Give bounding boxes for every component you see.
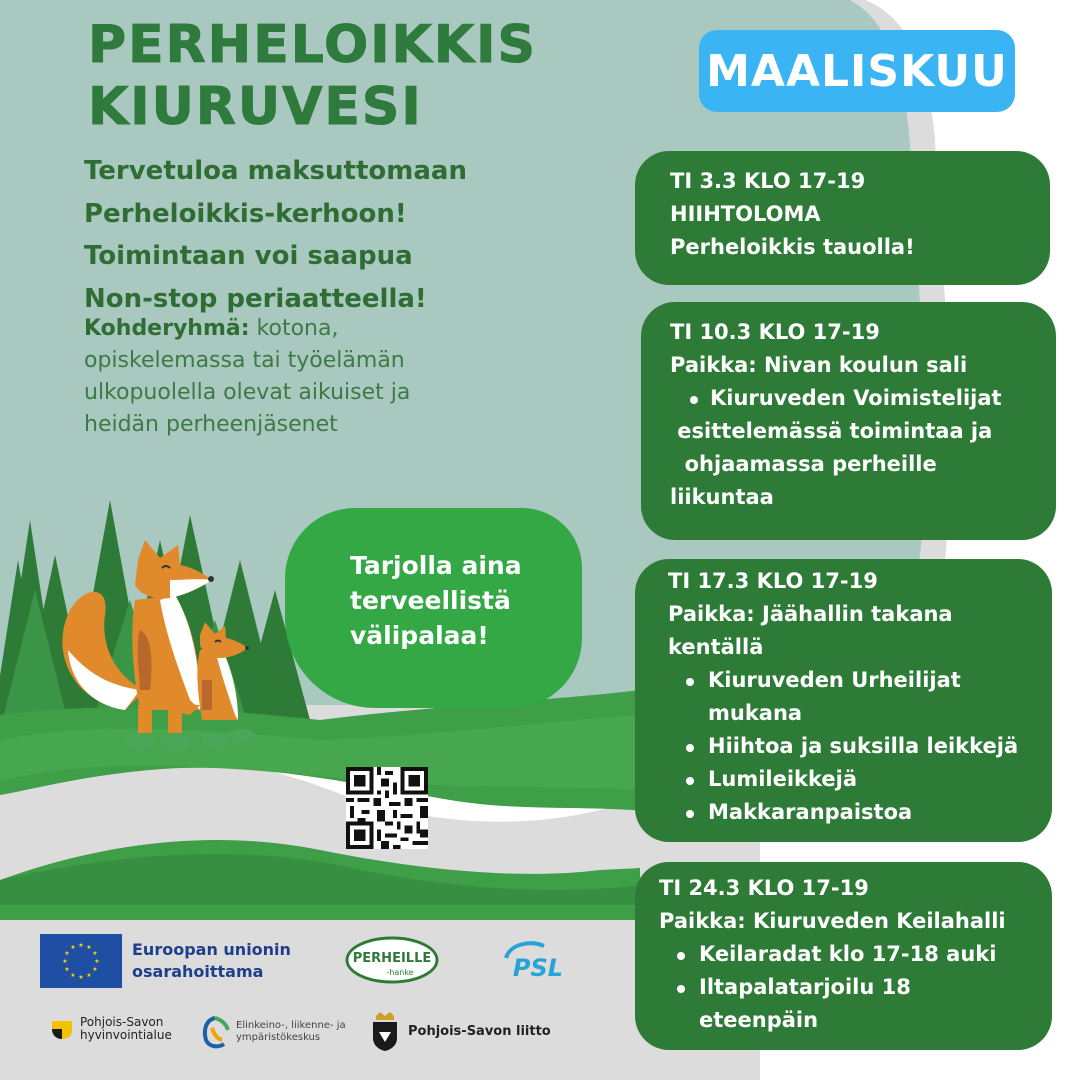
perheille-logo-sub: -hanke	[386, 968, 414, 977]
event-bullet-continuation: esittelemässä toimintaa ja	[670, 419, 993, 443]
qr-code[interactable]	[346, 767, 428, 849]
ph-logo-text	[80, 1016, 172, 1042]
target-group-label: Kohderyhmä:	[84, 316, 250, 341]
fox-illustration	[50, 540, 270, 760]
svg-text:★: ★	[70, 972, 76, 979]
event-bullet: Iltapalatarjoilu 18	[659, 971, 1052, 1004]
bubble-line: Tarjolla aina	[350, 551, 522, 580]
event-bullet: Kiuruveden Urheilijat	[668, 664, 1052, 697]
event-bullet-list	[659, 938, 1052, 1037]
ely-logo-line: Elinkeino-, liikenne- ja	[236, 1020, 346, 1031]
target-group-description: kotona, opiskelemassa tai työelämän ulkopuolella olevat aikuiset ja heidän perheenjäsenet	[84, 316, 411, 437]
month-badge: MAALISKUU	[699, 30, 1015, 112]
event-date: TI 3.3 KLO 17-19	[670, 169, 866, 193]
eu-flag-icon	[40, 934, 122, 988]
svg-text:★: ★	[62, 958, 68, 965]
pohjois-savon-liitto-logo	[370, 1010, 551, 1052]
ely-keskus-logo	[200, 1014, 346, 1050]
coat-of-arms-icon	[370, 1010, 400, 1052]
psl-logo-text: PSL	[512, 954, 564, 982]
svg-text:★: ★	[78, 974, 84, 981]
eu-logo-line: Euroopan unionin	[132, 940, 291, 959]
event-bullet-continuation: ohjaamassa perheille	[670, 452, 937, 476]
intro-line: Tervetuloa maksuttomaan	[84, 156, 467, 186]
ely-logo-icon	[200, 1014, 230, 1050]
eu-logo-line: osarahoittama	[132, 962, 264, 981]
bubble-line: välipalaa!	[350, 621, 489, 650]
svg-text:★: ★	[64, 950, 70, 957]
eu-logo	[40, 934, 291, 988]
intro-text	[84, 150, 504, 320]
page-title	[88, 14, 537, 138]
event-date: TI 24.3 KLO 17-19	[659, 876, 869, 900]
event-location: Paikka: Jäähallin takana	[668, 602, 953, 626]
title-line-2: KIURUVESI	[88, 77, 423, 137]
perheille-logo	[345, 935, 440, 985]
event-bullet-text: Kiuruveden Voimistelijat	[710, 386, 1002, 410]
svg-text:★: ★	[86, 944, 92, 951]
event-bullet: Keilaradat klo 17-18 auki	[659, 938, 1052, 971]
ely-logo-text	[236, 1020, 346, 1044]
event-location: Paikka: Nivan koulun sali	[670, 353, 968, 377]
event-card	[635, 559, 1052, 842]
ph-logo-line: Pohjois-Savon	[80, 1015, 164, 1029]
event-bullet-list	[668, 664, 1052, 829]
event-line: Perheloikkis tauolla!	[670, 235, 915, 259]
title-line-1: PERHELOIKKIS	[88, 15, 537, 75]
event-line: HIIHTOLOMA	[670, 202, 821, 226]
event-date: TI 17.3 KLO 17-19	[668, 569, 878, 593]
intro-line: Perheloikkis-kerhoon!	[84, 198, 407, 229]
target-group-text	[84, 313, 484, 441]
event-location: Paikka: Kiuruveden Keilahalli	[659, 909, 1006, 933]
event-card	[641, 302, 1056, 540]
event-location: kentällä	[668, 635, 764, 659]
eu-logo-text	[132, 939, 291, 983]
ely-logo-line: ympäristökeskus	[236, 1032, 321, 1043]
svg-text:★: ★	[86, 972, 92, 979]
event-bullet-continuation: liikuntaa	[670, 485, 774, 509]
ph-logo-line: hyvinvointialue	[80, 1028, 172, 1042]
svg-text:★: ★	[92, 966, 98, 973]
svg-text:★: ★	[94, 958, 100, 965]
event-date: TI 10.3 KLO 17-19	[670, 320, 880, 344]
pohjois-savon-hyvinvointialue-logo	[50, 1016, 172, 1042]
psl-logo	[500, 938, 575, 988]
event-card	[635, 151, 1050, 285]
perheille-logo-text: PERHEILLE	[352, 951, 432, 966]
svg-text:★: ★	[64, 966, 70, 973]
bubble-line: terveellistä	[350, 586, 511, 615]
intro-line: Non-stop periaatteella!	[84, 283, 427, 314]
snack-bubble	[285, 508, 582, 708]
event-card	[635, 862, 1052, 1050]
event-bullet: Lumileikkejä	[668, 763, 1052, 796]
svg-text:★: ★	[92, 950, 98, 957]
svg-text:★: ★	[70, 944, 76, 951]
event-bullet-continuation: mukana	[708, 701, 803, 725]
ph-logo-icon	[50, 1017, 74, 1041]
event-bullet	[670, 382, 1056, 415]
event-bullet-continuation: eteenpäin	[699, 1008, 819, 1032]
svg-text:★: ★	[78, 942, 84, 949]
event-bullet: Makkaranpaistoa	[668, 796, 1052, 829]
psliitto-logo-text: Pohjois-Savon liitto	[408, 1023, 551, 1039]
event-bullet: Hiihtoa ja suksilla leikkejä	[668, 730, 1052, 763]
intro-line: Toimintaan voi saapua	[84, 241, 413, 271]
